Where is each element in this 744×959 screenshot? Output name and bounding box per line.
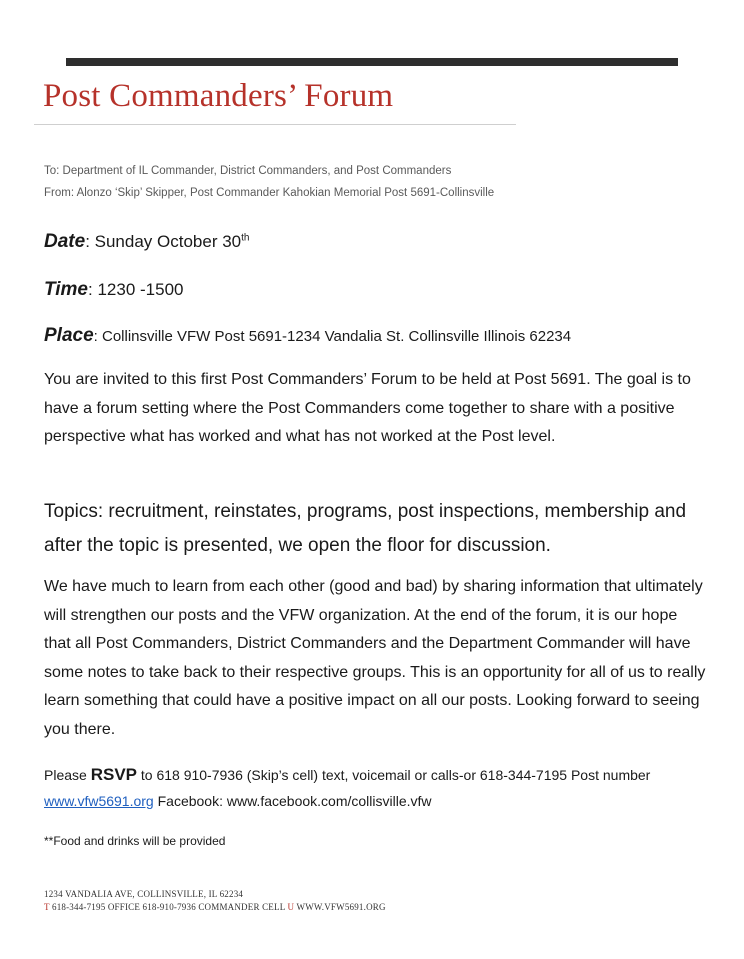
time-label: Time bbox=[44, 279, 89, 300]
rsvp-prefix: Please bbox=[44, 767, 91, 783]
rsvp-paragraph bbox=[44, 762, 704, 814]
footer-contact bbox=[44, 902, 386, 912]
time-field bbox=[44, 279, 183, 301]
facebook-text: Facebook: www.facebook.com/collisville.vfw bbox=[153, 793, 432, 809]
date-value: : Sunday October 30 bbox=[85, 232, 242, 251]
food-note: **Food and drinks will be provided bbox=[44, 834, 226, 848]
date-field bbox=[44, 231, 249, 253]
footer-phones: 618-344-7195 OFFICE 618-910-7936 COMMANDER CELL bbox=[49, 902, 288, 912]
place-label: Place bbox=[44, 325, 94, 346]
footer-web: WWW.VFW5691.ORG bbox=[294, 902, 386, 912]
memo-from: From: Alonzo ‘Skip’ Skipper, Post Commander Kahokian Memorial Post 5691-Collinsville bbox=[44, 187, 495, 199]
footer-t-letter: T bbox=[44, 902, 50, 912]
date-label: Date bbox=[44, 231, 86, 252]
date-suffix: th bbox=[241, 232, 250, 244]
place-field bbox=[44, 325, 571, 347]
details-paragraph: We have much to learn from each other (good and bad) by sharing information that ultimately will strengthen our posts and the VFW organization. At the end of the forum, it is our hope that all Post Commanders, District Commanders and the Department Commander will have some notes to take back to their respective groups. This is an opportunity for all of us to really learn something that could have a positive impact on all our posts. Looking forward to seeing you there. bbox=[44, 578, 706, 738]
footer-u-letter: U bbox=[287, 902, 295, 912]
footer-address: 1234 VANDALIA AVE, COLLINSVILLE, IL 62234 bbox=[44, 889, 244, 899]
header-bar bbox=[66, 58, 678, 66]
place-value: : Collinsville VFW Post 5691-1234 Vandalia St. Collinsville Illinois 62234 bbox=[93, 328, 572, 345]
rsvp-text: to 618 910-7936 (Skip’s cell) text, voicemail or calls-or 618-344-7195 Post number bbox=[137, 767, 651, 783]
invitation-paragraph: You are invited to this first Post Commanders’ Forum to be held at Post 5691. The goal is to have a forum setting where the Post Commanders come together to share with a positive perspective what has worked and what has not worked at the Post level. bbox=[44, 371, 691, 445]
page-title: Post Commanders’ Forum bbox=[43, 78, 394, 114]
title-divider bbox=[34, 124, 516, 125]
rsvp-keyword: RSVP bbox=[90, 765, 137, 784]
website-link[interactable]: www.vfw5691.org bbox=[44, 793, 154, 809]
time-value: : 1230 -1500 bbox=[88, 280, 184, 299]
memo-to: To: Department of IL Commander, District Commanders, and Post Commanders bbox=[44, 165, 452, 177]
topics-paragraph: Topics: recruitment, reinstates, programs, post inspections, membership and after the topic is presented, we open the floor for discussion. bbox=[44, 501, 687, 556]
